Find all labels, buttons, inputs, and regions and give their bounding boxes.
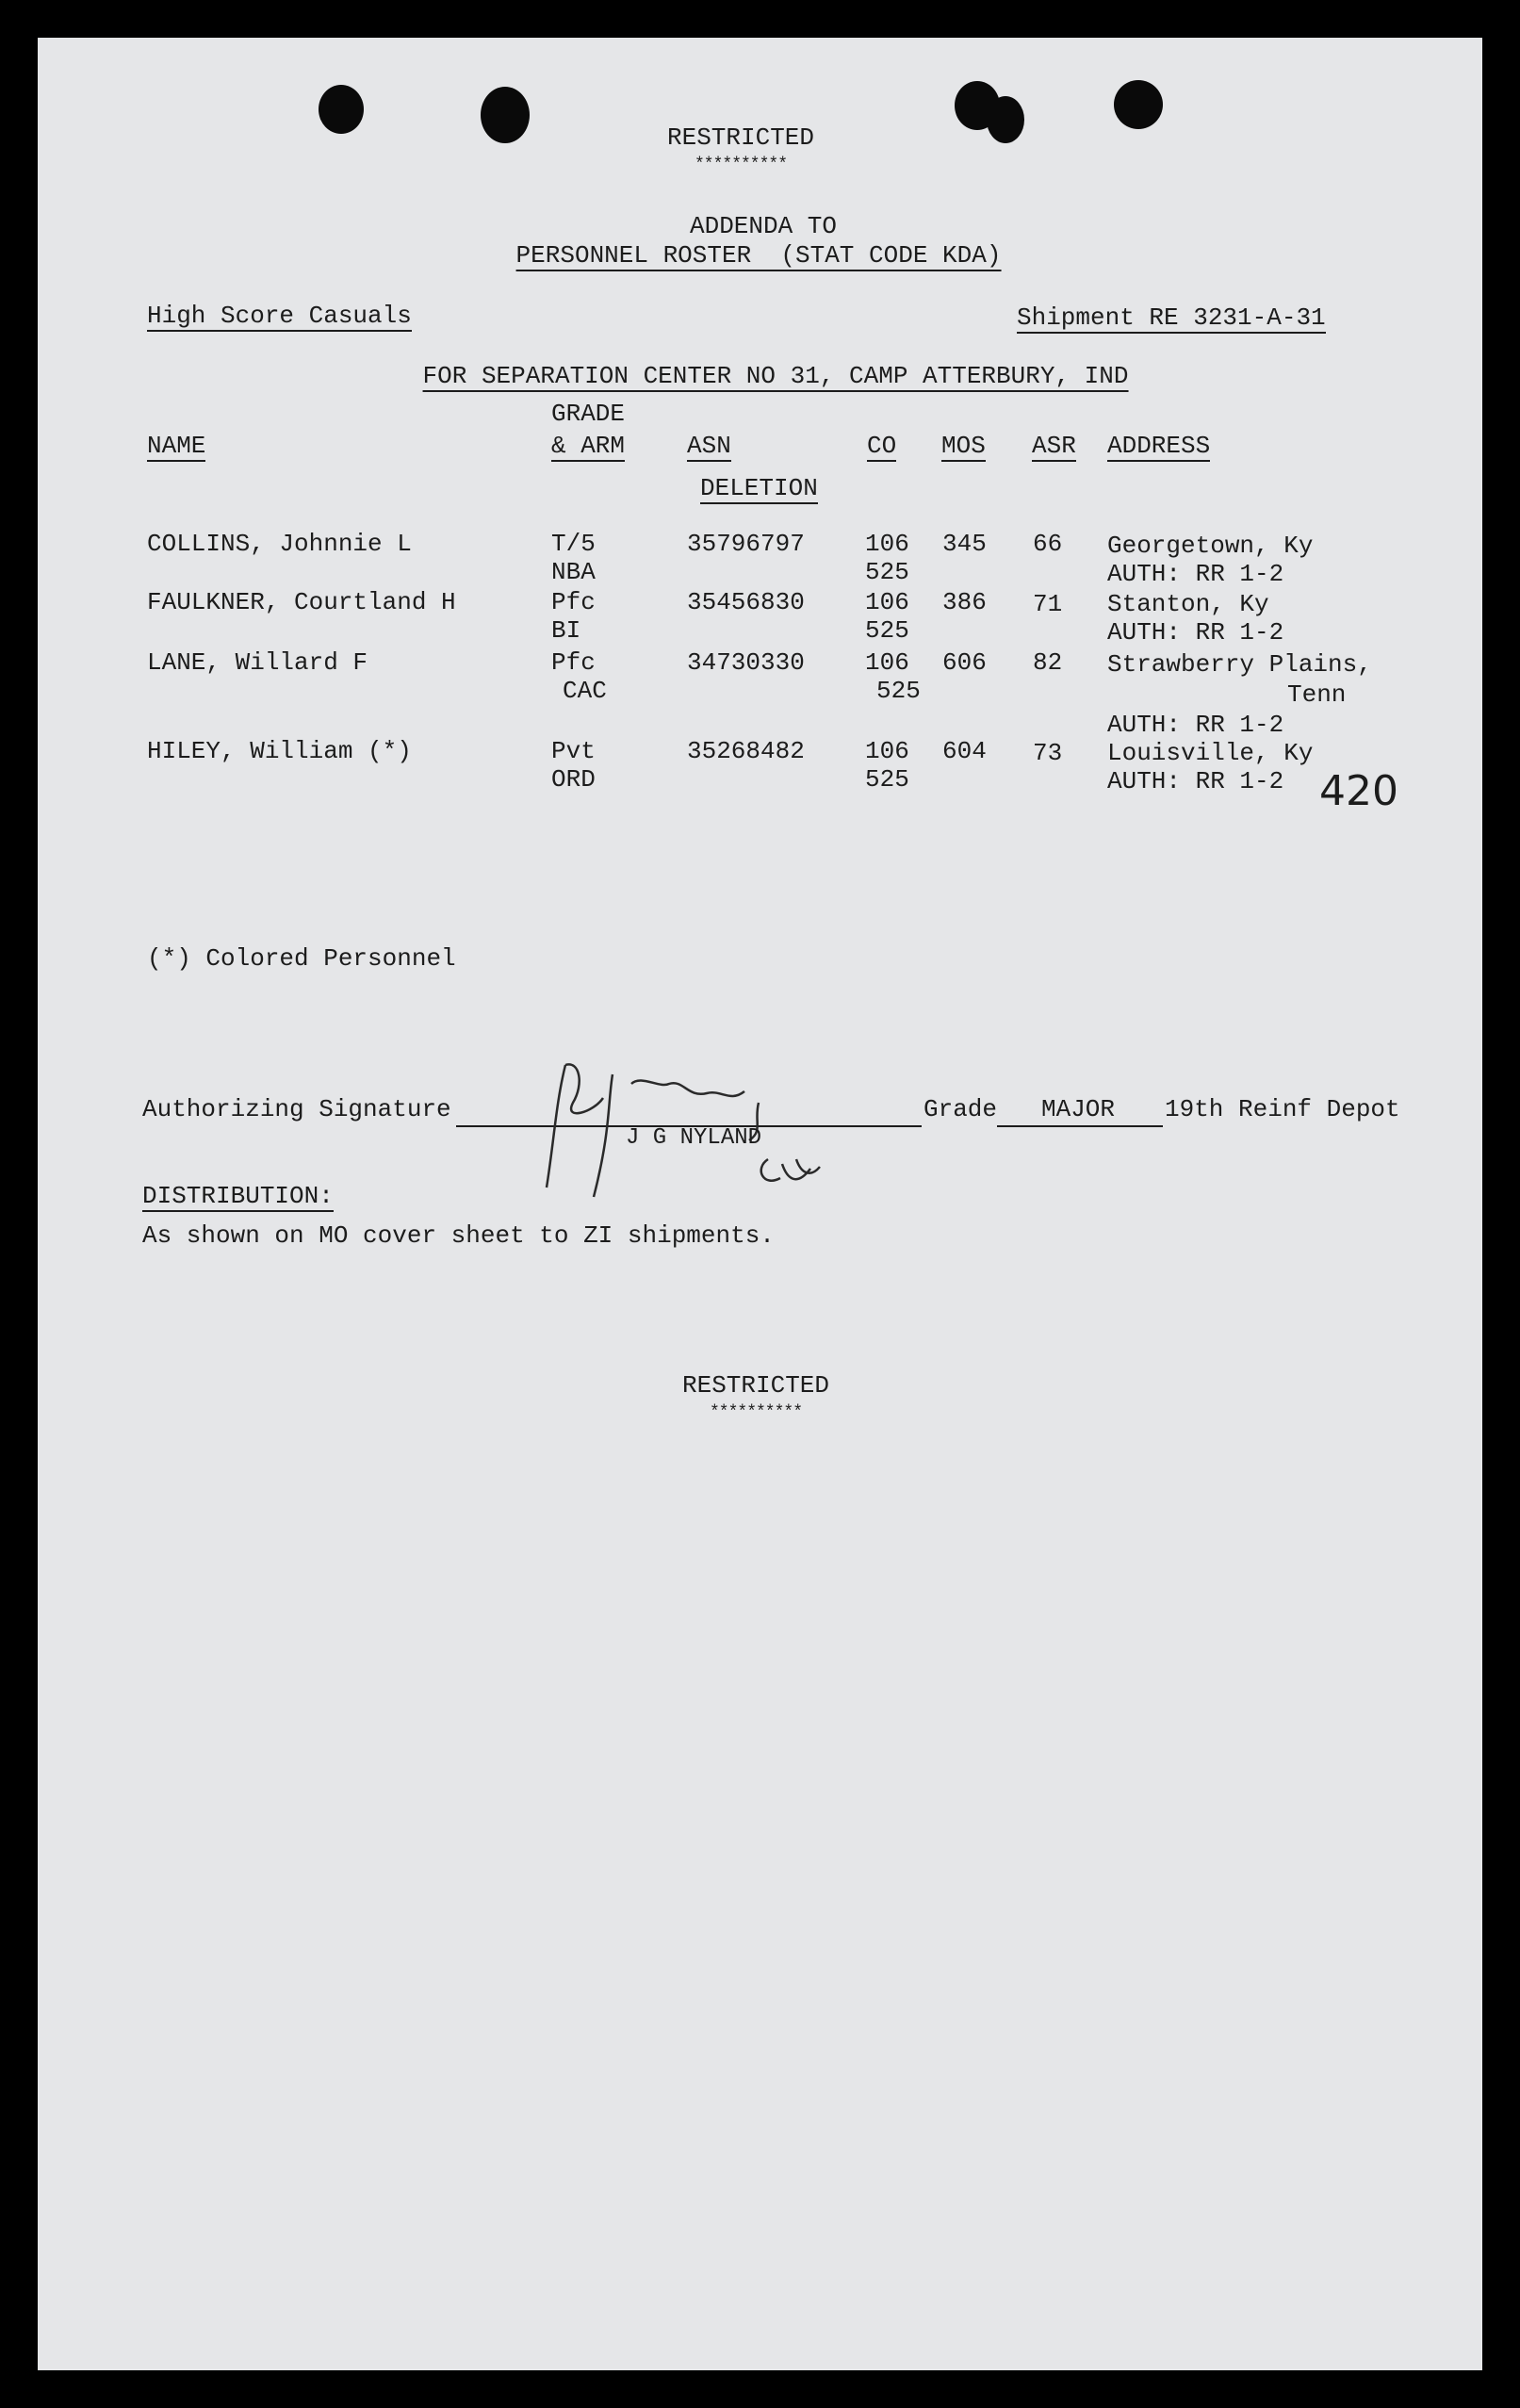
stars-bottom: **********	[709, 1403, 803, 1422]
row-4-asr: 73	[1033, 739, 1063, 767]
grade-value: MAJOR	[1041, 1095, 1116, 1123]
col-mos: MOS	[941, 432, 986, 460]
row-3-asr: 82	[1033, 648, 1063, 677]
row-3-address: Strawberry Plains,	[1107, 650, 1372, 679]
col-asr: ASR	[1032, 432, 1076, 460]
row-1-mos: 345	[942, 530, 987, 558]
row-4-asn: 35268482	[687, 737, 805, 765]
row-3-asn: 34730330	[687, 648, 805, 677]
footnote: (*) Colored Personnel	[147, 944, 456, 973]
row-2-asn: 35456830	[687, 588, 805, 616]
distribution-text: As shown on MO cover sheet to ZI shipments.	[142, 1221, 775, 1250]
signature-name: J G NYLAND	[626, 1125, 762, 1151]
row-1-co2: 525	[865, 558, 909, 586]
deletion-heading: DELETION	[700, 474, 818, 502]
row-2-grade: Pfc	[551, 588, 596, 616]
punch-hole-1	[319, 85, 364, 134]
row-1-name: COLLINS, Johnnie L	[147, 530, 412, 558]
row-3-auth: AUTH: RR 1-2	[1107, 711, 1284, 739]
row-4-co2: 525	[865, 765, 909, 794]
distribution-heading: DISTRIBUTION:	[142, 1182, 334, 1210]
row-1-address: Georgetown, Ky	[1107, 532, 1314, 560]
separation-center: FOR SEPARATION CENTER NO 31, CAMP ATTERBURY, IND	[422, 362, 1129, 390]
unit-name: 19th Reinf Depot	[1165, 1095, 1400, 1123]
col-name: NAME	[147, 432, 206, 460]
punch-hole-4	[987, 96, 1024, 143]
row-4-arm: ORD	[551, 765, 596, 794]
row-1-asr: 66	[1033, 530, 1063, 558]
high-score-casuals: High Score Casuals	[147, 302, 412, 330]
row-2-mos: 386	[942, 588, 987, 616]
row-4-co: 106	[865, 737, 909, 765]
row-4-grade: Pvt	[551, 737, 596, 765]
grade-label: Grade	[923, 1095, 998, 1123]
row-3-name: LANE, Willard F	[147, 648, 368, 677]
row-1-auth: AUTH: RR 1-2	[1107, 560, 1284, 588]
row-3-co: 106	[865, 648, 909, 677]
row-1-asn: 35796797	[687, 530, 805, 558]
signature-label: Authorizing Signature	[142, 1095, 451, 1123]
row-3-address-state: Tenn	[1287, 680, 1347, 709]
row-2-co: 106	[865, 588, 909, 616]
restricted-bottom: RESTRICTED	[681, 1371, 830, 1400]
stars-top: **********	[694, 156, 788, 174]
row-2-name: FAULKNER, Courtland H	[147, 588, 456, 616]
row-2-auth: AUTH: RR 1-2	[1107, 618, 1284, 647]
row-3-mos: 606	[942, 648, 987, 677]
row-1-arm: NBA	[551, 558, 596, 586]
punch-hole-2	[481, 87, 530, 143]
shipment-number: Shipment RE 3231-A-31	[1017, 303, 1326, 332]
row-3-grade: Pfc	[551, 648, 596, 677]
row-2-arm: BI	[551, 616, 581, 645]
row-2-co2: 525	[865, 616, 909, 645]
grade-line	[997, 1125, 1163, 1127]
row-4-name: HILEY, William (*)	[147, 737, 412, 765]
col-address: ADDRESS	[1107, 432, 1211, 460]
row-2-asr: 71	[1033, 590, 1063, 618]
col-grade-top: GRADE	[551, 400, 626, 428]
row-1-co: 106	[865, 530, 909, 558]
punch-hole-5	[1114, 80, 1163, 129]
row-1-grade: T/5	[551, 530, 596, 558]
col-asn: ASN	[687, 432, 731, 460]
col-grade-bottom: & ARM	[551, 432, 626, 460]
row-4-auth: AUTH: RR 1-2	[1107, 767, 1284, 795]
roster-title: PERSONNEL ROSTER (STAT CODE KDA)	[515, 241, 1002, 270]
restricted-top: RESTRICTED	[666, 123, 815, 152]
col-co: CO	[867, 432, 897, 460]
row-4-mos: 604	[942, 737, 987, 765]
row-4-address: Louisville, Ky	[1107, 739, 1314, 767]
page-number: 420	[1319, 767, 1398, 815]
row-3-arm: CAC	[563, 677, 607, 705]
addenda-title: ADDENDA TO	[689, 212, 838, 240]
row-2-address: Stanton, Ky	[1107, 590, 1269, 618]
row-3-co2: 525	[876, 677, 921, 705]
